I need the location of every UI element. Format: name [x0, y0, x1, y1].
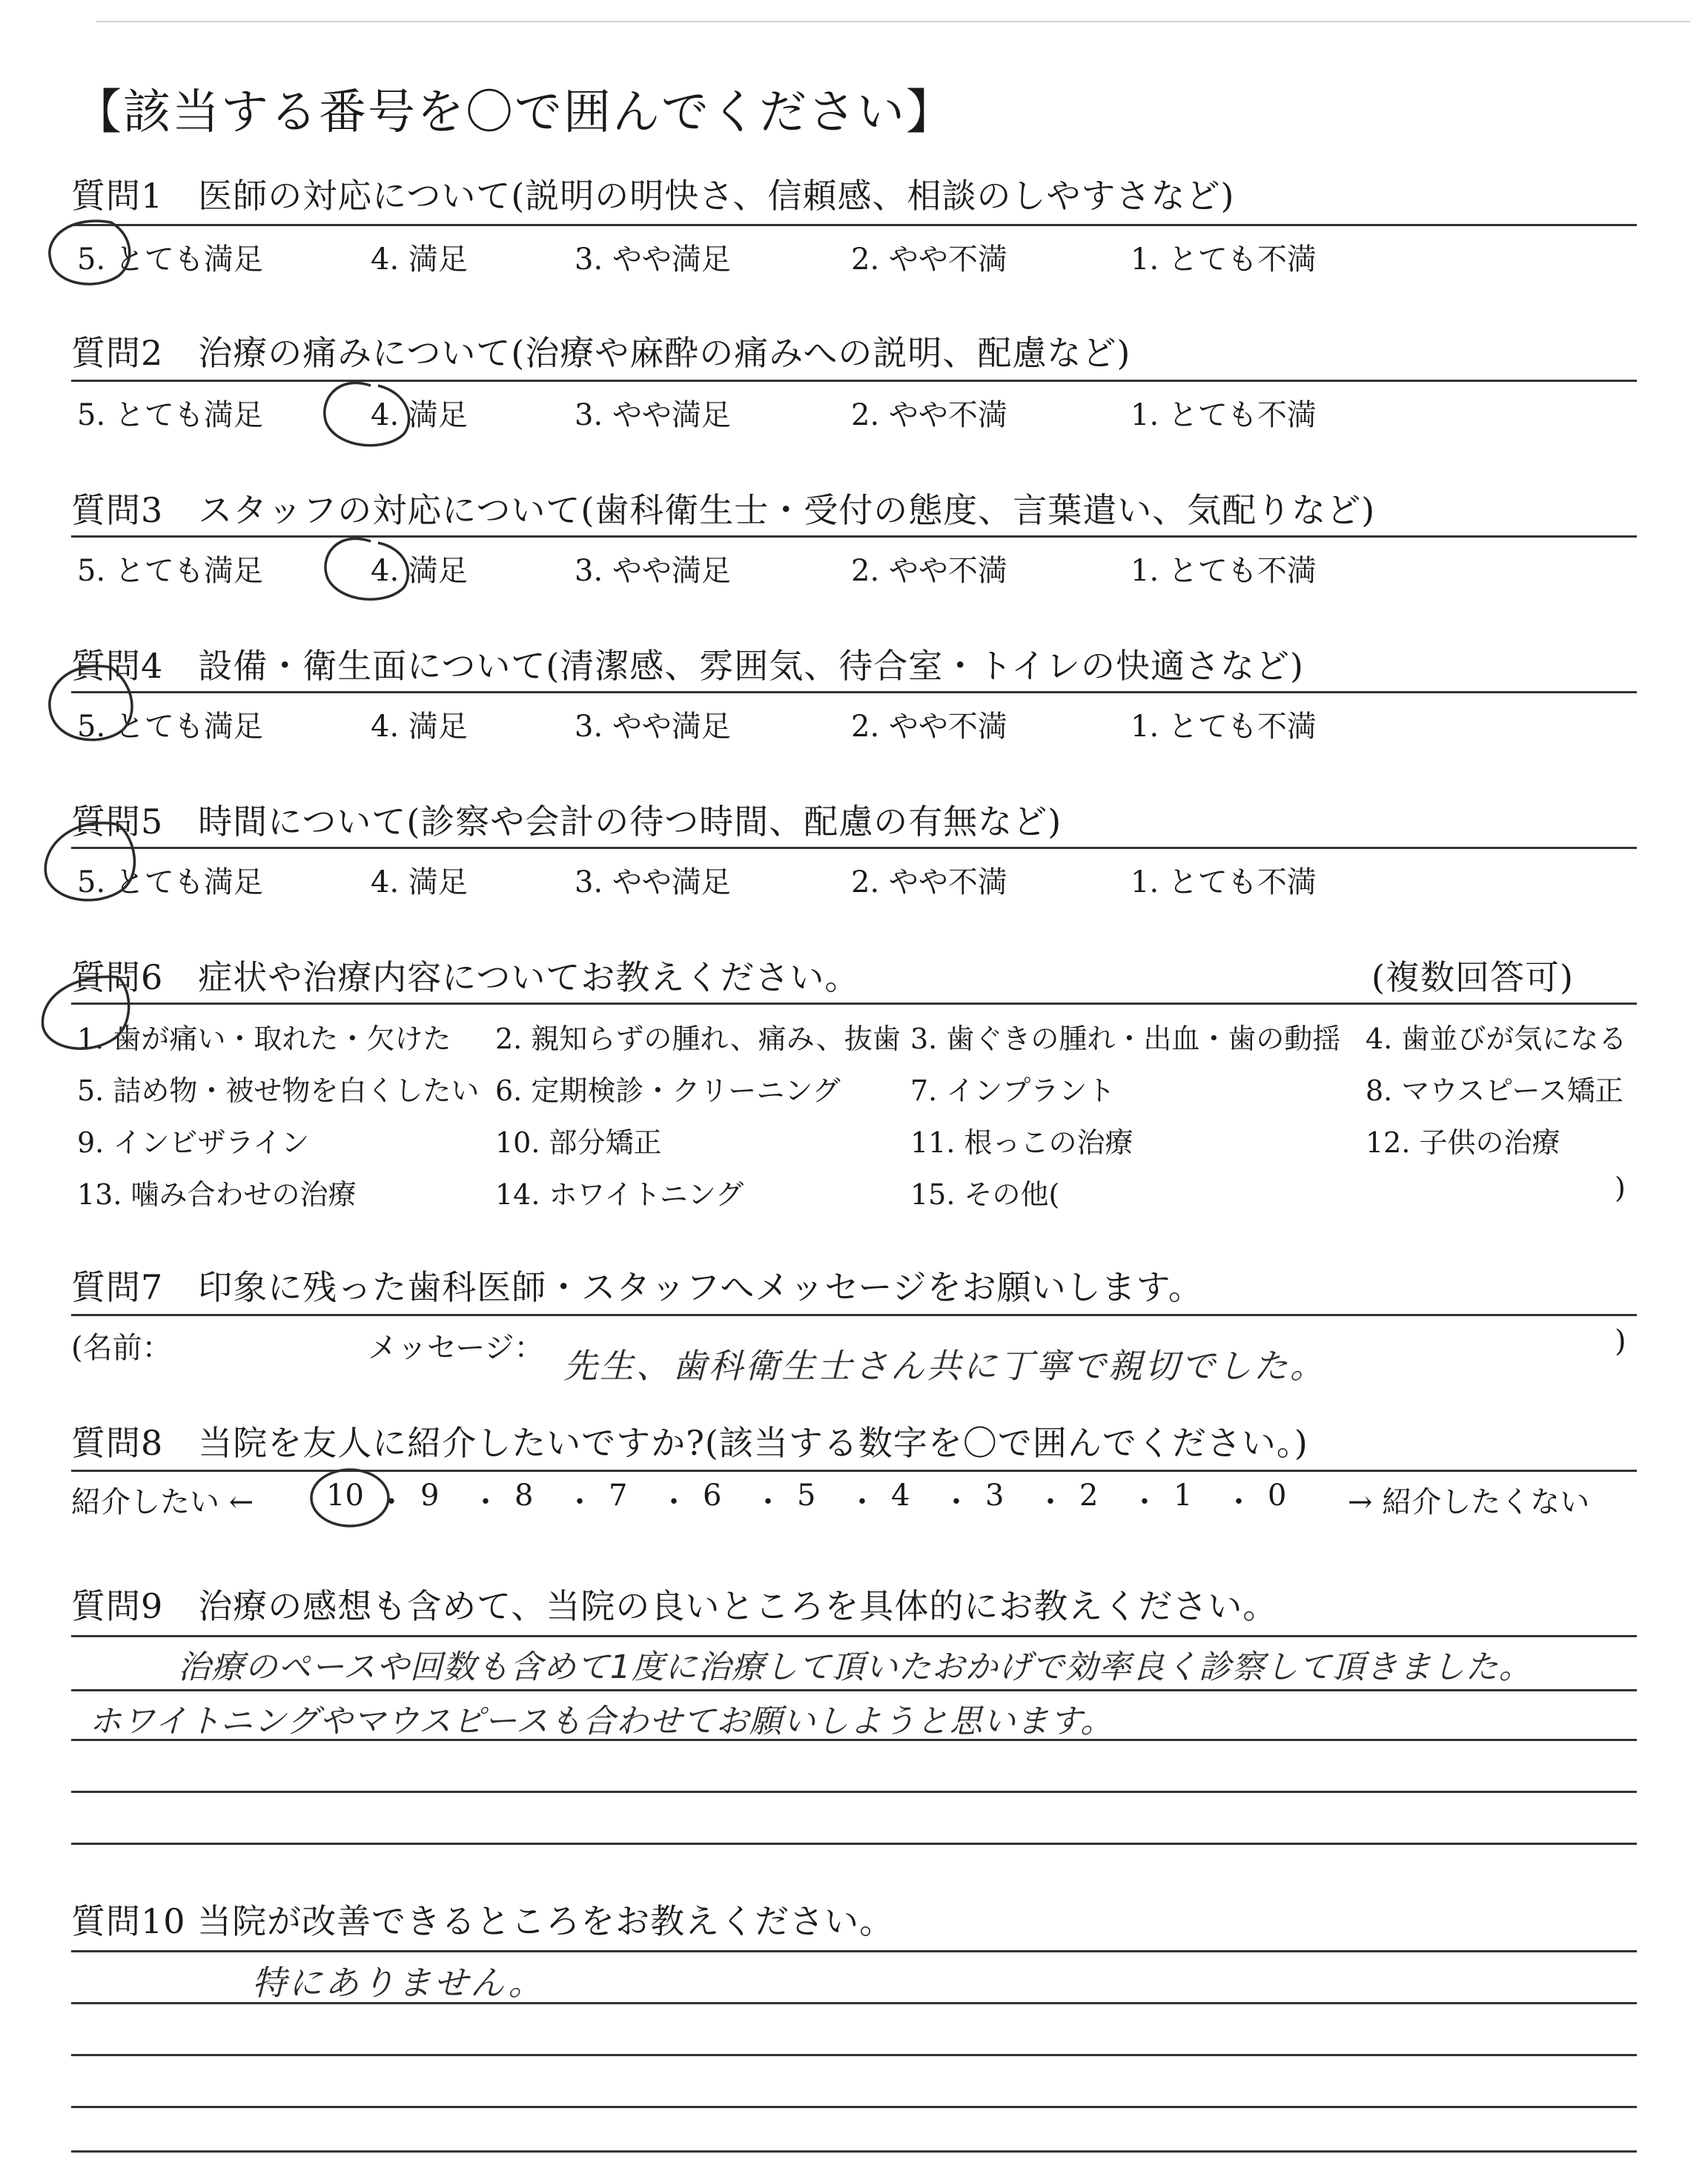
q6-option-7[interactable]: 7. インプラント: [910, 1074, 1116, 1107]
q8-scale-6[interactable]: 6: [703, 1479, 722, 1513]
q8-scale-separator: ・: [377, 1485, 406, 1519]
question-9-rule-3: [71, 1739, 1637, 1741]
q1-option-2[interactable]: 2. やや不満: [851, 242, 1007, 277]
q6-option-2[interactable]: 2. 親知らずの腫れ、痛み、抜歯: [495, 1023, 901, 1055]
q7-message-handwritten[interactable]: 先生、歯科衛生士さん共に丁寧で親切でした。: [563, 1346, 1326, 1386]
q4-option-1[interactable]: 1. とても不満: [1131, 710, 1317, 744]
q5-option-2[interactable]: 2. やや不満: [851, 865, 1007, 899]
q8-scale-7[interactable]: 7: [609, 1479, 628, 1513]
q2-option-2[interactable]: 2. やや不満: [851, 398, 1007, 432]
q5-option-3[interactable]: 3. やや満足: [575, 865, 731, 899]
q8-scale-5[interactable]: 5: [797, 1479, 816, 1513]
q8-scale-4[interactable]: 4: [891, 1479, 910, 1513]
q7-message-label: メッセージ：: [368, 1331, 544, 1365]
question-7-title: 質問7 印象に残った歯科医師・スタッフへメッセージをお願いします。: [71, 1267, 1203, 1307]
q5-option-4[interactable]: 4. 満足: [371, 865, 468, 899]
q1-option-5[interactable]: 5. とても満足: [77, 242, 263, 277]
q4-option-2[interactable]: 2. やや不満: [851, 710, 1007, 744]
q7-name-label: (名前：: [71, 1331, 172, 1365]
q6-option-5[interactable]: 5. 詰め物・被せ物を白くしたい: [77, 1074, 480, 1107]
q3-option-2[interactable]: 2. やや不満: [851, 554, 1007, 588]
q8-scale-8[interactable]: 8: [514, 1479, 534, 1513]
q8-scale-separator: ・: [753, 1485, 783, 1519]
q3-option-4[interactable]: 4. 満足: [371, 554, 468, 588]
q8-scale-10[interactable]: 10: [326, 1479, 364, 1513]
question-8-title: 質問8 当院を友人に紹介したいですか?(該当する数字を〇で囲んでください。): [71, 1423, 1308, 1463]
q6-option-15-close: ): [1615, 1172, 1626, 1204]
q8-left-label: 紹介したい ←: [71, 1485, 254, 1519]
q6-option-9[interactable]: 9. インビザライン: [77, 1126, 310, 1159]
q8-scale-separator: ・: [847, 1485, 877, 1519]
page-top-edge: [96, 21, 1690, 22]
question-1-title: 質問1 医師の対応について(説明の明快さ、信頼感、相談のしやすさなど): [71, 176, 1235, 216]
question-2-rule: [71, 380, 1637, 382]
q9-answer-line-1[interactable]: 治療のペースや回数も含めて1度に治療して頂いたおかげで効率良く診察して頂きました。: [178, 1648, 1532, 1686]
q7-close-paren: ): [1615, 1324, 1626, 1358]
q2-option-1[interactable]: 1. とても不満: [1131, 398, 1317, 432]
question-9-rule-5: [71, 1843, 1637, 1845]
q8-scale-separator: ・: [1130, 1485, 1159, 1519]
question-5-rule: [71, 847, 1637, 849]
q6-option-4[interactable]: 4. 歯並びが気になる: [1366, 1023, 1627, 1055]
q8-scale-separator: ・: [659, 1485, 689, 1519]
q1-option-4[interactable]: 4. 満足: [371, 242, 468, 277]
q2-option-4[interactable]: 4. 満足: [371, 398, 468, 432]
q6-option-15[interactable]: 15. その他(: [910, 1178, 1060, 1211]
q10-answer[interactable]: 特にありません。: [252, 1963, 545, 2003]
question-9-rule-1: [71, 1635, 1637, 1637]
q5-option-5[interactable]: 5. とても満足: [77, 865, 263, 899]
question-3-title: 質問3 スタッフの対応について(歯科衛生士・受付の態度、言葉遣い、気配りなど): [71, 490, 1376, 530]
q4-option-5[interactable]: 5. とても満足: [77, 710, 263, 744]
q9-answer-line-2[interactable]: ホワイトニングやマウスピースも合わせてお願いしようと思います。: [89, 1702, 1114, 1740]
question-10-rule-4: [71, 2106, 1637, 2108]
q8-scale-9[interactable]: 9: [420, 1479, 440, 1513]
q8-scale-separator: ・: [565, 1485, 595, 1519]
q8-scale-2[interactable]: 2: [1079, 1479, 1099, 1513]
question-10-rule-5: [71, 2150, 1637, 2153]
q3-option-3[interactable]: 3. やや満足: [575, 554, 731, 588]
question-10-rule-3: [71, 2054, 1637, 2056]
q6-option-1[interactable]: 1. 歯が痛い・取れた・欠けた: [77, 1023, 451, 1055]
question-9-rule-2: [71, 1689, 1637, 1691]
q8-scale-1[interactable]: 1: [1174, 1479, 1193, 1513]
q6-option-13[interactable]: 13. 噛み合わせの治療: [77, 1178, 357, 1211]
question-4-title: 質問4 設備・衛生面について(清潔感、雰囲気、待合室・トイレの快適さなど): [71, 646, 1304, 686]
question-6-rule: [71, 1003, 1637, 1005]
question-9-rule-4: [71, 1791, 1637, 1793]
q6-option-3[interactable]: 3. 歯ぐきの腫れ・出血・歯の動揺: [910, 1023, 1341, 1055]
question-2-title: 質問2 治療の痛みについて(治療や麻酔の痛みへの説明、配慮など): [71, 333, 1131, 373]
question-9-title: 質問9 治療の感想も含めて、当院の良いところを具体的にお教えください。: [71, 1586, 1278, 1626]
q8-scale-0[interactable]: 0: [1268, 1479, 1287, 1513]
q3-option-5[interactable]: 5. とても満足: [77, 554, 263, 588]
q6-option-8[interactable]: 8. マウスピース矯正: [1366, 1074, 1623, 1107]
form-title: 【該当する番号を〇で囲んでください】: [74, 85, 955, 140]
question-8-rule: [71, 1470, 1637, 1472]
q2-option-5[interactable]: 5. とても満足: [77, 398, 263, 432]
question-10-rule-1: [71, 1950, 1637, 1952]
q8-right-label: → 紹介したくない: [1348, 1485, 1590, 1519]
q8-scale-separator: ・: [1036, 1485, 1065, 1519]
q6-option-11[interactable]: 11. 根っこの治療: [910, 1126, 1133, 1159]
q2-option-3[interactable]: 3. やや満足: [575, 398, 731, 432]
q8-scale-separator: ・: [1224, 1485, 1254, 1519]
q6-option-6[interactable]: 6. 定期検診・クリーニング: [495, 1074, 841, 1107]
q5-option-1[interactable]: 1. とても不満: [1131, 865, 1317, 899]
q1-option-3[interactable]: 3. やや満足: [575, 242, 731, 277]
question-4-rule: [71, 691, 1637, 693]
question-5-title: 質問5 時間について(診察や会計の待つ時間、配慮の有無など): [71, 802, 1062, 842]
q4-option-4[interactable]: 4. 満足: [371, 710, 468, 744]
question-6-title: 質問6 症状や治療内容についてお教えください。: [71, 957, 860, 997]
q6-option-10[interactable]: 10. 部分矯正: [495, 1126, 662, 1159]
question-7-rule: [71, 1314, 1637, 1316]
question-3-rule: [71, 535, 1637, 538]
q8-scale-separator: ・: [941, 1485, 971, 1519]
q6-option-14[interactable]: 14. ホワイトニング: [495, 1178, 744, 1211]
q8-scale-separator: ・: [471, 1485, 500, 1519]
q3-option-1[interactable]: 1. とても不満: [1131, 554, 1317, 588]
question-10-title: 質問10 当院が改善できるところをお教えください。: [71, 1901, 895, 1941]
question-6-note: (複数回答可): [1371, 957, 1574, 997]
question-1-rule: [71, 224, 1637, 226]
question-10-rule-2: [71, 2002, 1637, 2004]
q8-scale-3[interactable]: 3: [985, 1479, 1004, 1513]
q6-option-12[interactable]: 12. 子供の治療: [1366, 1126, 1560, 1159]
q1-option-1[interactable]: 1. とても不満: [1131, 242, 1317, 277]
q4-option-3[interactable]: 3. やや満足: [575, 710, 731, 744]
